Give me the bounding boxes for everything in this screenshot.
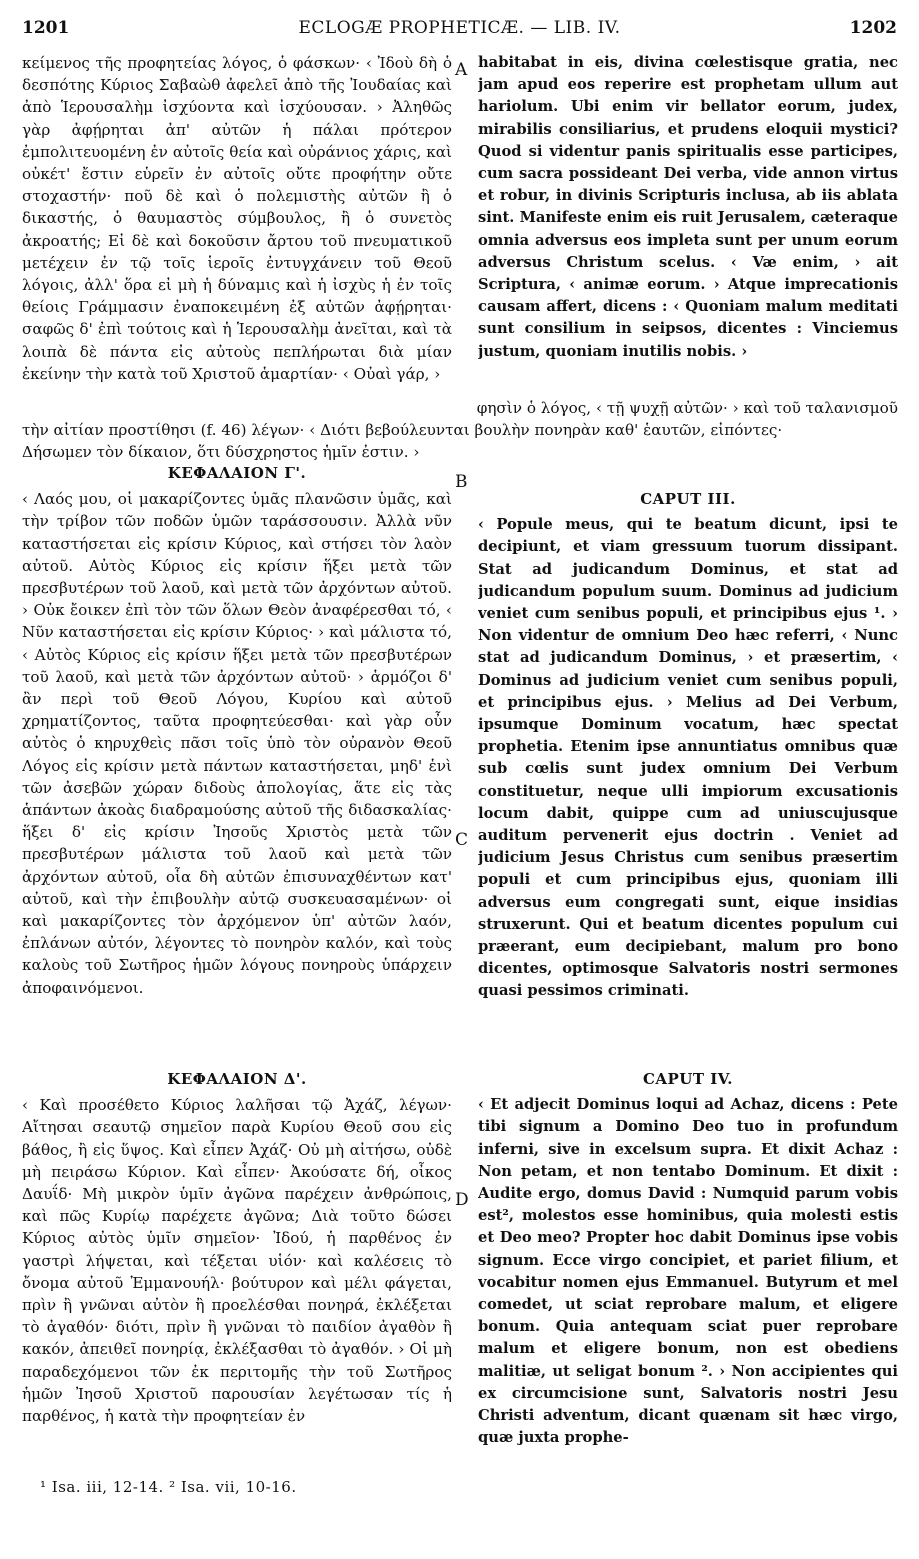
page-number-right: 1202: [849, 18, 897, 38]
margin-letter-b: B: [455, 472, 468, 492]
footnotes: ¹ Isa. iii, 12-14. ² Isa. vii, 10-16.: [40, 1478, 297, 1496]
greek-chapter-3: [22, 462, 452, 1062]
latin-chapter-4-text: ‹ Et adjecit Dominus loqui ad Achaz, dicens : Pete tibi signum a Domino Deo tuo in profundum inferni, sive in excelsum supra. Et dixit Achaz : Non petam, et non tentabo Dominum. Et dixit : Audite ergo, domus David : Numquid parum vobis est², molestos esse hominibus, quia molesti estis et Deo meo? Propter hoc dabit Dominus ipse vobis signum. Ecce virgo concipiet, et pariet filium, et vocabitur nomen ejus Emmanuel. Butyrum et mel comedet, ut sciat reprobare malum, et eligere bonum. Quia antequam sciat puer reprobare malum et eligere bonum, non est obediens malitiæ, ut seligat bonum ². › Non accipientes qui ex circumcisione sunt, Salvatoris nostri Jesu Christi adventum, dicant quænam sit hæc virgo, quæ juxta prophe-: [478, 1096, 898, 1447]
greek-chapter-3-text: ‹ Λαός μου, οἱ μακαρίζοντες ὑμᾶς πλανῶσιν ὑμᾶς, καὶ τὴν τρίβον τῶν ποδῶν ὑμῶν ταράσσουσιν. Ἀλλὰ νῦν καταστήσεται εἰς κρίσιν Κύριος, καὶ στήσει τὸν λαὸν αὐτοῦ. Αὐτὸς Κύριος εἰς κρίσιν ἥξει μετὰ τῶν πρεσβυτέρων τοῦ λαοῦ, καὶ μετὰ τῶν ἀρχόντων αὐτοῦ. › Οὐκ ἔοικεν ἐπὶ τὸν τῶν ὅλων Θεὸν ἀναφέρεσθαι τό, ‹ Νῦν καταστήσεται εἰς κρίσιν Κύριος· › καὶ μάλιστα τό, ‹ Αὐτὸς Κύριος εἰς κρίσιν ἥξει μετὰ τῶν πρεσβυτέρων τοῦ λαοῦ, καὶ μετὰ τῶν ἀρχόντων αὐτοῦ· › ἁρμόζοι δ' ἂν περὶ τοῦ Θεοῦ Λόγου, Κυρίου καὶ αὐτοῦ χρηματίζοντος, ταῦτα προφητεύεσθαι· καὶ γὰρ οὖν αὐτὸς ὁ κηρυχθεὶς πᾶσι τοῖς ὑπὸ τὸν οὐρανὸν Θεοῦ Λόγος εἰς κρίσιν μετὰ πάντων καταστήσεται, μηδ' ἑνὶ τῶν ἀσεβῶν χώραν διδοὺς ἀπολογίας, ἅτε εἰς τὰς ἁπάντων ἀκοὰς διαδραμούσης αὐτοῦ τῆς διδασκαλίας· ἥξει δ' εἰς κρίσιν Ἰησοῦς Χριστὸς μετὰ τῶν πρεσβυτέρων μάλιστα τοῦ λαοῦ καὶ μετὰ τῶν ἀρχόντων αὐτοῦ, οἷα δὴ αὐτῶν ἐπισυναχθέντων κατ' αὐτοῦ, καὶ τὴν ἐπιβουλὴν αὐτῷ συσκευασαμένων· οἱ καὶ μακαρίζοντες τὸν ἀρχόμενον ὑπ' αὐτῶν λαόν, ἐπλάνων αὐτόν, λέγοντες τὸ πονηρὸν καλόν, καὶ τοὺς καλοὺς τοῦ Σωτῆρος ἡμῶν λόγους πονηροὺς ὑπάρχειν ἀποφαινόμενοι.: [22, 490, 452, 997]
latin-paragraph-top: habitabat in eis, divina cœlestisque gratia, nec jam apud eos reperire est prophetam ullum aut hariolum. Ubi enim vir bellator eorum, judex, mirabilis consiliarius, et prudens eloquii mystici? Quod si videntur panis spiritualis esse participes, cum sacra possideant Dei verba, vide annon virtus et robur, in divinis Scripturis inclusa, ab iis ablata sint. Manifeste enim eis ruit Jerusalem, cæteraque omnia adversus eos impleta sunt per unum eorum adversus Christum scelus. ‹ Væ enim, › ait Scriptura, ‹ animæ eorum. › Atque imprecationis causam affert, dicens : ‹ Quoniam malum meditati sunt consilium in seipsos, dicentes : Vinciemus justum, quoniam inutilis nobis. ›: [478, 54, 898, 360]
bridge-line-3: Δήσωμεν τὸν δίκαιον, ὅτι δύσχρηστος ἡμῖν ἐστιν. ›: [22, 443, 420, 461]
margin-letter-d: D: [455, 1190, 469, 1210]
margin-letter-c: C: [455, 830, 469, 850]
latin-chapter-3: [478, 488, 898, 1048]
running-title: ECLOGÆ PROPHETICÆ. — LIB. IV.: [298, 18, 621, 38]
greek-paragraph-top: κείμενος τῆς προφητείας λόγος, ὁ φάσκων· ‹ Ἰδοὺ δὴ ὁ δεσπότης Κύριος Σαβαὼθ ἀφελεῖ ἀπὸ τῆς Ἰουδαίας καὶ ἀπὸ Ἱερουσαλὴμ ἰσχύοντα καὶ ἰσχύουσαν. › Ἀληθῶς γὰρ ἀφῄρηται ἀπ' αὐτῶν ἡ πάλαι πρότερον ἐμπολιτευομένη ἐν αὐτοῖς θεία καὶ οὐράνιος χάρις, καὶ οὐκέτ' ἔστιν εὑρεῖν ἐν αὐτοῖς οὔτε προφήτην οὔτε στοχαστήν· ποῦ δὲ καὶ ὁ πολεμιστὴς αὐτῶν ἢ ὁ δικαστής, ὁ θαυμαστὸς σύμβουλος, ἢ ὁ συνετὸς ἀκροατής; Εἰ δὲ καὶ δοκοῦσιν ἄρτου τοῦ πνευματικοῦ μετέχειν ἐν τῷ τοῖς ἱεροῖς ἐντυγχάνειν τοῦ Θεοῦ λόγοις, ἀλλ' ὅρα εἰ μὴ ἡ δύναμις καὶ ἡ ἰσχὺς ἡ ἐν τοῖς θείοις Γράμμασιν ἐναποκειμένη ἐξ αὐτῶν ἀφῄρηται· σαφῶς δ' ἐπὶ τούτοις καὶ ἡ Ἱερουσαλὴμ ἀνεῖται, καὶ τὰ λοιπὰ δὲ πάντα εἰς αὐτοὺς πεπλήρωται διὰ μίαν ἐκείνην τὴν κατὰ τοῦ Χριστοῦ ἁμαρτίαν· ‹ Οὐαὶ γάρ, ›: [22, 54, 452, 383]
page-number-left: 1201: [22, 18, 70, 38]
latin-chapter-4-heading: CAPUT IV.: [642, 1070, 734, 1088]
latin-chapter-4: [478, 1068, 898, 1468]
greek-chapter-3-heading: ΚΕΦΑΛΑΙΟΝ Γ'.: [167, 464, 307, 482]
margin-letter-a: A: [455, 60, 468, 80]
running-header: [22, 18, 897, 42]
bridge-line-2: τὴν αἰτίαν προστίθησι (f. 46) λέγων· ‹ Διότι βεβούλευνται βουλὴν πονηρὰν καθ' ἑαυτῶν, εἰπόντες·: [22, 421, 783, 439]
latin-chapter-3-text: ‹ Popule meus, qui te beatum dicunt, ipsi te decipiunt, et viam gressuum tuorum dissipant. Stat ad judicandum Dominus, et stat ad judicandum populum suum. Dominus ad judicium veniet cum senibus populi, et principibus ejus ¹. › Non videntur de omnium Deo hæc referri, ‹ Nunc stat ad judicandum Dominus, › et præsertim, ‹ Dominus ad judicium veniet cum senibus populi, et principibus ejus. › Melius ad Dei Verbum, ipsumque Dominum vocatum, hæc spectat prophetia. Etenim ipse annuntiatus omnibus quæ sub cœlis sunt judex omnium Dei Verbum constituetur, neque ulli impiorum excusationis locum dabit, quippe cum ad uniuscujusque auditum pervenerit ejus doctrin . Veniet ad judicium Jesus Christus cum senibus præsertim populi et cum principibus ejus, quoniam illi adversus eum congregati sunt, eique insidias struxerunt. Qui et beatum dicentes populum cui præerant, eum decipiebant, malum pro bono dicentes, optimosque Salvatoris nostri sermones quasi pessimos criminati.: [478, 516, 898, 1000]
greek-column-top: [22, 52, 452, 397]
greek-chapter-4-heading: ΚΕΦΑΛΑΙΟΝ Δ'.: [167, 1070, 307, 1088]
bridge-line-1: φησὶν ὁ λόγος, ‹ τῇ ψυχῇ αὐτῶν· › καὶ τοῦ ταλανισμοῦ: [476, 399, 898, 417]
full-width-bridge: [22, 397, 898, 463]
greek-chapter-4-text: ‹ Καὶ προσέθετο Κύριος λαλῆσαι τῷ Ἀχάζ, λέγων· Αἴτησαι σεαυτῷ σημεῖον παρὰ Κυρίου Θεοῦ σου εἰς βάθος, ἢ εἰς ὕψος. Καὶ εἶπεν Ἀχάζ· Οὐ μὴ αἰτήσω, οὐδὲ μὴ πειράσω Κύριον. Καὶ εἶπεν· Ἀκούσατε δή, οἶκος Δαυΐδ· Μὴ μικρὸν ὑμῖν ἀγῶνα παρέχειν ἀνθρώποις, καὶ πῶς Κυρίῳ παρέχετε ἀγῶνα; Διὰ τοῦτο δώσει Κύριος αὐτὸς ὑμῖν σημεῖον· Ἰδού, ἡ παρθένος ἐν γαστρὶ λήψεται, καὶ τέξεται υἱόν· καὶ καλέσεις τὸ ὄνομα αὐτοῦ Ἐμμανουήλ· βούτυρον καὶ μέλι φάγεται, πρὶν ἢ γνῶναι αὐτὸν ἢ προελέσθαι πονηρά, ἐκλέξεται τὸ ἀγαθόν· διότι, πρὶν ἢ γνῶναι τὸ παιδίον ἀγαθὸν ἢ κακόν, ἀπειθεῖ πονηρίᾳ, ἐκλέξασθαι τὸ ἀγαθόν. › Οἱ μὴ παραδεχόμενοι τῶν ἐκ περιτομῆς τὴν τοῦ Σωτῆρος ἡμῶν Ἰησοῦ Χριστοῦ παρουσίαν λεγέτωσαν τίς ἡ παρθένος, ἡ κατὰ τὴν προφητείαν ἐν: [22, 1096, 452, 1426]
latin-column-top: [478, 52, 898, 397]
latin-chapter-3-heading: CAPUT III.: [640, 490, 736, 508]
greek-chapter-4: [22, 1068, 452, 1468]
